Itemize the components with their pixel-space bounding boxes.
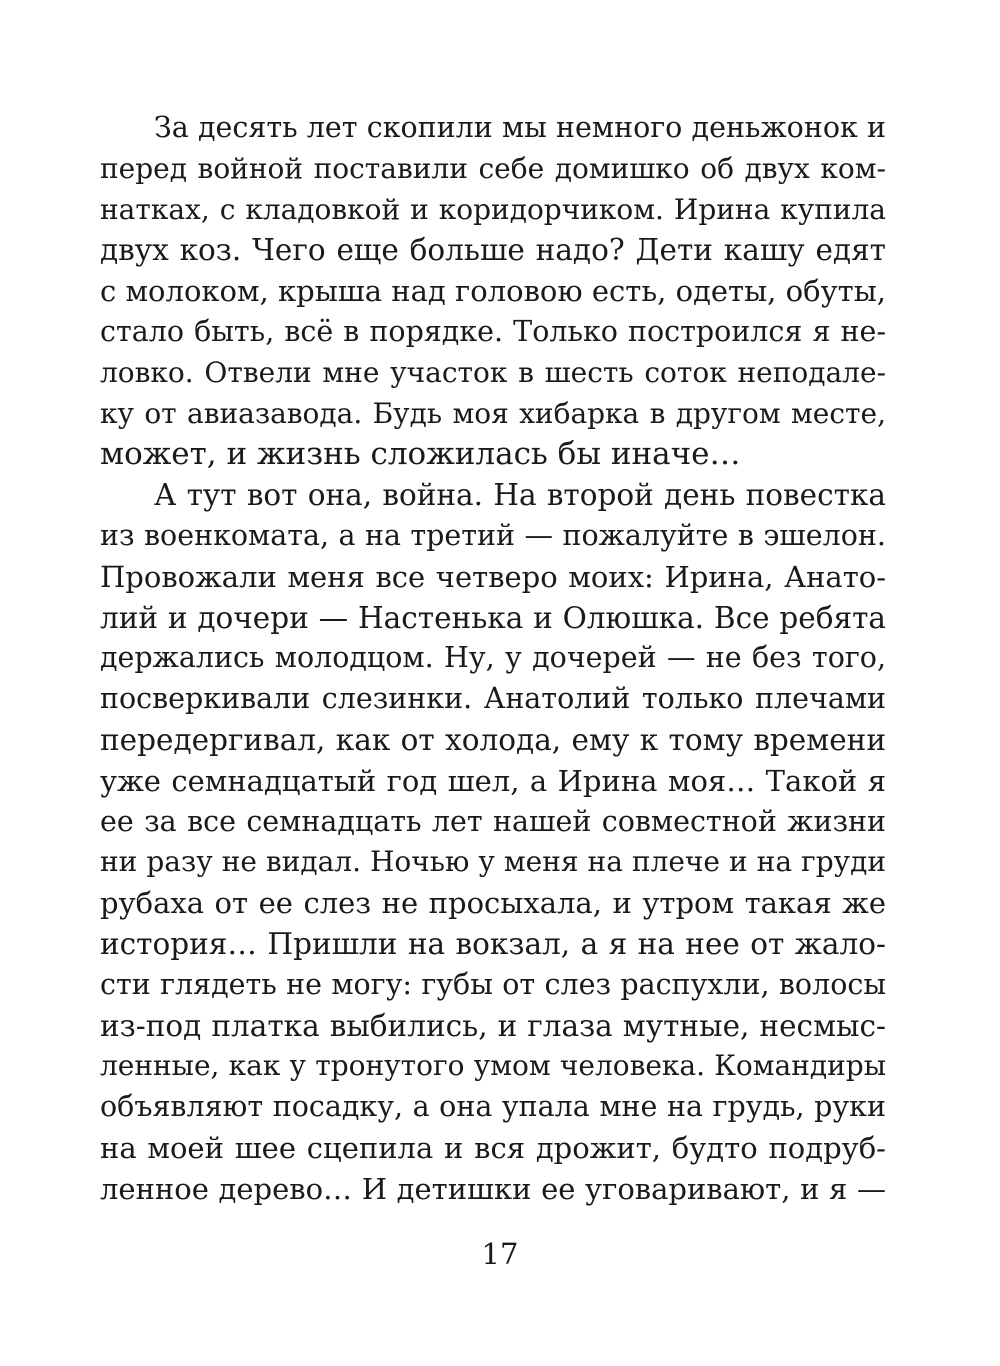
text-line: За десять лет скопили мы немного деньжонок и (154, 111, 886, 144)
text-line: сти глядеть не могу: губы от слез распухли, волосы (100, 967, 886, 1001)
text-line: объявляют посадку, а она упала мне на грудь, руки (100, 1090, 886, 1124)
text-line: из военкомата, а на третий — пожалуйте в эшелон. (100, 518, 886, 552)
text-line: А тут вот она, война. На второй день повестка (154, 478, 886, 513)
text-line: Провожали меня все четверо моих: Ирина, Анато- (100, 559, 886, 594)
text-line: лий и дочери — Настенька и Олюшка. Все ребята (100, 600, 886, 635)
text-line: из-под платка выбились, и глаза мутные, несмыс- (100, 1008, 886, 1043)
text-line: может, и жизнь сложилась бы иначе… (100, 436, 741, 473)
text-line: двух коз. Чего еще больше надо? Дети кашу едят (100, 233, 886, 268)
paragraph (100, 475, 886, 1209)
text-line: перед войной поставили себе домишко об двух ком- (100, 151, 886, 185)
text-line: на моей шее сцепила и вся дрожит, будто подруб- (100, 1130, 886, 1165)
text-line: посверкивали слезинки. Анатолий только плечами (100, 682, 886, 716)
text-line: ловко. Отвели мне участок в шесть соток неподале- (100, 355, 886, 389)
text-line: стало быть, всё в порядке. Только построился я не- (100, 314, 886, 348)
text-line: держались молодцом. Ну, у дочерей — не без того, (100, 641, 886, 675)
text-line: ленное дерево… И детишки ее уговаривают, и я — (100, 1171, 886, 1206)
text-line: ку от авиазавода. Будь моя хибарка в другом месте, (100, 396, 886, 430)
text-line: передергивал, как от холода, ему к тому времени (100, 722, 886, 757)
body-text (100, 108, 886, 1210)
text-line: уже семнадцатый год шел, а Ирина моя… Такой я (100, 763, 886, 798)
text-line: ни разу не видал. Ночью у меня на плече и на груди (100, 845, 886, 879)
paragraph (100, 108, 886, 475)
text-line: натках, с кладовкой и коридорчиком. Ирина купила (100, 192, 886, 226)
page-number: 17 (481, 1237, 519, 1271)
text-line: с молоком, крыша над головою есть, одеты, обуты, (100, 274, 886, 309)
text-line: ленные, как у тронутого умом человека. Командиры (100, 1049, 886, 1083)
text-line: ее за все семнадцать лет нашей совместной жизни (100, 804, 886, 838)
text-line: история… Пришли на вокзал, а я на нее от жало- (100, 926, 886, 961)
text-line: рубаха от ее слез не просыхала, и утром такая же (100, 886, 886, 921)
